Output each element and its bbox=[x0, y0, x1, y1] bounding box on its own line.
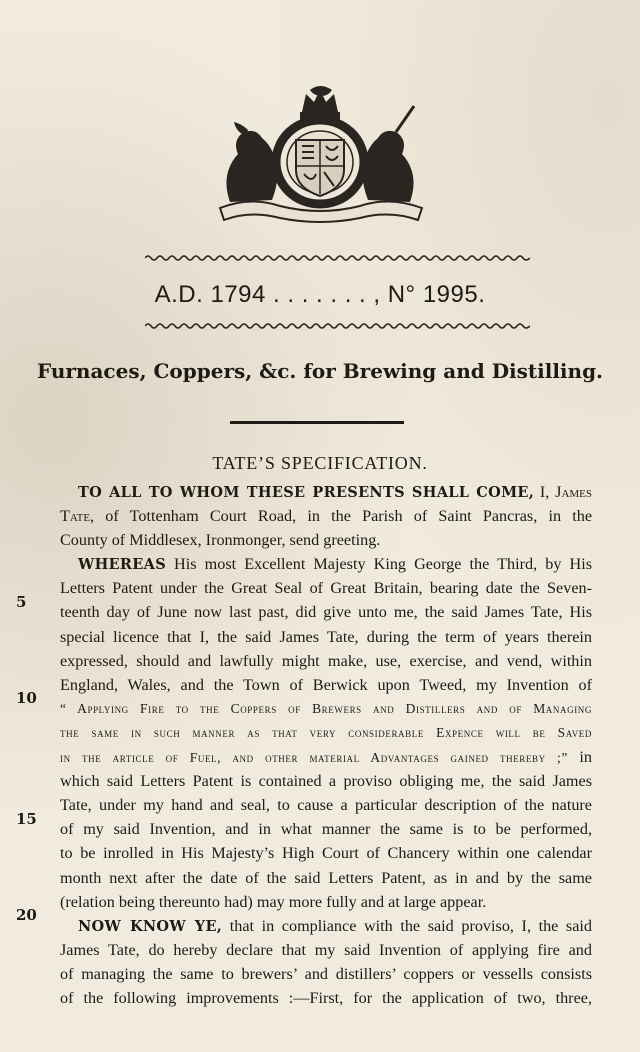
decorative-rule-top bbox=[145, 254, 530, 262]
specification-body bbox=[60, 480, 592, 1010]
text-line: of my said Invention, and in what manner the same is to be performed, bbox=[60, 820, 592, 839]
text-line: Tate, of Tottenham Court Road, in the Parish of Saint Pancras, in the bbox=[60, 507, 592, 526]
line-number-5: 5 bbox=[16, 593, 27, 611]
text-line: expressed, should and lawfully might make, use, exercise, and vend, within bbox=[60, 651, 592, 670]
text-line: special licence that I, the said James Tate, during the term of years therein bbox=[60, 627, 592, 646]
line-number-10: 10 bbox=[16, 689, 37, 707]
text-line: (relation being thereunto had) may more fully and at large appear. bbox=[60, 892, 487, 911]
patent-subtitle: Furnaces, Coppers, &c. for Brewing and Distilling. bbox=[36, 359, 604, 383]
patent-number: N° 1995. bbox=[387, 281, 486, 308]
heading-dots: . . . . . . . , bbox=[265, 281, 381, 308]
text-line: month next after the date of the said Letters Patent, as in and by the same bbox=[60, 868, 592, 887]
text-line: which said Letters Patent is contained a proviso obliging me, the said James bbox=[60, 772, 592, 791]
text-line: England, Wales, and the Town of Berwick upon Tweed, my Invention of bbox=[60, 675, 592, 694]
text-line: WHEREAS His most Excellent Majesty King George the Third, by His bbox=[78, 555, 592, 574]
decorative-rule-bottom bbox=[145, 322, 530, 330]
specification-title: TATE’S SPECIFICATION. bbox=[212, 453, 428, 473]
text-line: to be inrolled in His Majesty’s High Court of Chancery within one calendar bbox=[60, 844, 592, 863]
text-line: County of Middlesex, Ironmonger, send greeting. bbox=[60, 531, 381, 550]
text-line: of managing the same to brewers’ and distillers’ coppers or vessells consists bbox=[60, 964, 592, 983]
text-line: “ Applying Fire to the Coppers of Brewers and Distillers and of Managing bbox=[60, 700, 592, 716]
line-number-20: 20 bbox=[16, 906, 37, 924]
patent-heading bbox=[0, 281, 640, 309]
section-divider bbox=[230, 421, 404, 424]
text-line: of the following improvements :—First, for the application of two, three, bbox=[60, 988, 592, 1007]
text-line: James Tate, do hereby declare that my said Invention of applying fire and bbox=[60, 940, 592, 959]
text-line: the same in such manner as that very considerable Expence will be Saved bbox=[60, 724, 592, 740]
text-line: NOW KNOW YE, that in compliance with the said proviso, I, the said bbox=[78, 916, 593, 935]
text-line: in the article of Fuel, and other material Advantages gained thereby ;” in bbox=[60, 748, 592, 767]
royal-coat-of-arms bbox=[210, 84, 430, 224]
text-line: teenth day of June now last past, did give unto me, the said James Tate, His bbox=[60, 603, 592, 622]
line-number-15: 15 bbox=[16, 810, 37, 828]
text-line: Tate, under my hand and seal, to cause a particular description of the nature bbox=[60, 796, 592, 815]
text-line: Letters Patent under the Great Seal of Great Britain, bearing date the Seven- bbox=[60, 579, 592, 598]
patent-year: A.D. 1794 bbox=[154, 281, 266, 308]
text-line: TO ALL TO WHOM THESE PRESENTS SHALL COME, I, James bbox=[78, 483, 593, 501]
